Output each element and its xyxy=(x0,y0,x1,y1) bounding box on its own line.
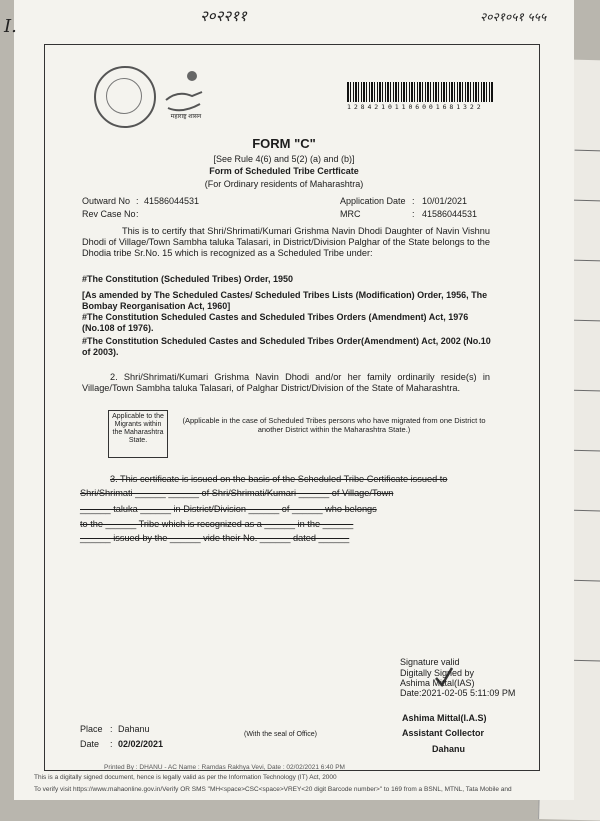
date-value: 02/02/2021 xyxy=(118,739,164,749)
paragraph-3-line-4: to the ______ Tribe which is recognized as a ______ in the ______ xyxy=(80,519,354,529)
amendment-2002: #The Constitution Scheduled Castes and Scheduled Tribes Order(Amendment) Act, 2002 (No.10 of 2003). xyxy=(82,336,491,357)
certificate-subtitle: Form of Scheduled Tribe Certficate xyxy=(209,166,359,176)
office-name: Dahanu xyxy=(432,744,466,754)
revcase-value: : xyxy=(136,209,139,219)
signature-date: Date:2021-02-05 5:11:09 PM xyxy=(400,688,516,698)
barcode xyxy=(347,82,493,102)
certificate-sheet: I. २०२२११ २०२१०५१ ५५५ महाराष्ट्र शासन 1 2 8 4 2 1 0 1 1 0 6 0 0 1 6 8 1 3 2 2 FORM "C" [See Rule 4(6) and 5(2) (a) and (b)] Form of Scheduled Tribe Certficate (For Ordinary residents of Maharashtra) Outward No : 41586044531 Rev Case No : Application Date : 10/01/2021 MRC : 41586044531 This is to certify that Shri/Shrimati/Kumari Grishma Navin Dhodi Daughter of Navin Vishnu Dhodi of Village/Town Sambha taluka Talasari, in District/Division Palghar of the State belongs to the Dhodia tribe Sr.No. 15 which is recognized as a Scheduled Tribe under: #The Constitution (Scheduled Tribes) Order, 1950 [As amended by The Scheduled Castes/ Scheduled Tribes Lists (Modification) Order, 1956, The Bombay Reorganisation Act, 1960] #The Constitution Scheduled Castes and Scheduled Tribes Orders (Amendment) Act, 1976 (No.108 of 1976). #The Constitution Scheduled Castes and Scheduled Tribes Order(Amendment) Act, 2002 (No.10 of 2003). 2. Shri/Shrimati/Kumari Grishma Navin Dhodi and/or her family ordinarily reside(s) in Village/Town Sambha taluka Talasari, of Palghar District/Division of the State of Maharashtra. Applicable to the Migrants within the Maharashtra State. (Applicable in the case of Scheduled Tribes persons who have migrated from one District to another District within the Maharashtra State.) 3. This certificate is issued on the basis of the Scheduled Tribe Certificate issued to Shri/Shrimati ______ ______ of Shri/Shrimati/Kumari ______ of Village/Town ______ taluka ______ in District/Division ______ of ______ who belongs to the ______ Tribe which is recognized as a ______ in the ______ ______ issued by the ______ vide their No. ______ dated ______ Signature valid Digitally Signed by Ashima Mittal(IAS) Date:2021-02-05 5:11:09 PM Place : Dahanu Date : 02/02/2021 (With the seal of Office) Ashima Mittal(I.A.S) Assistant Collector Dahanu Printed By : DHANU - AC Name : Ramdas Rakhya Vevi, Date : 02/02/2021 6:40 PM This is a digitally signed document, hence is legally valid as per the Information Technology (IT) Act, 2000 To verify visit https://www.mahaonline.gov.in/Verify OR SMS "MH<space>CSC<space>VREY<20 digit Barcode number>" to 169 from a BSNL, MTNL, Tata Mobile and xyxy=(14,0,574,800)
officer-name: Ashima Mittal(I.A.S) xyxy=(402,713,487,723)
handwritten-note: २०२१०५१ ५५५ xyxy=(480,10,547,24)
legal-notice: This is a digitally signed document, hence is legally valid as per the Information Technology (IT) Act, 2000 xyxy=(34,774,337,781)
revcase-label: Rev Case No xyxy=(82,209,136,219)
barcode-number: 1 2 8 4 2 1 0 1 1 0 6 0 0 1 6 8 1 3 2 2 xyxy=(347,103,481,111)
handwritten-mark: I. xyxy=(4,16,17,37)
paragraph-3-line-2: Shri/Shrimati ______ ______ of Shri/Shrimati/Kumari ______ of Village/Town xyxy=(80,488,394,498)
amendment-1976: #The Constitution Scheduled Castes and Scheduled Tribes Orders (Amendment) Act, 1976 (No.108 of 1976). xyxy=(82,312,469,333)
migrant-note: (Applicable in the case of Scheduled Tribes persons who have migrated from one District to another District within the Maharashtra State.) xyxy=(182,416,486,434)
signature-valid: Signature valid xyxy=(400,657,460,667)
outward-value: 41586044531 xyxy=(144,196,200,206)
form-title: FORM "C" xyxy=(252,136,316,151)
amendment-1956: [As amended by The Scheduled Castes/ Scheduled Tribes Lists (Modification) Order, 1956, The Bombay Reorganisation Act, 1960] xyxy=(82,290,488,311)
paragraph-3-line-3: ______ taluka ______ in District/Division ______ of ______ who belongs xyxy=(80,504,377,514)
seal-note: (With the seal of Office) xyxy=(244,731,318,738)
application-date-value: 10/01/2021 xyxy=(422,196,468,206)
paragraph-3-line-5: ______ issued by the ______ vide their No. ______ dated ______ xyxy=(80,533,350,543)
government-emblem-icon xyxy=(94,66,156,128)
place-label: Place xyxy=(80,724,103,734)
outward-label: Outward No xyxy=(82,196,131,206)
verify-notice: To verify visit https://www.mahaonline.gov.in/Verify OR SMS "MH<space>CSC<space>VREY<20 digit Barcode number>" to 169 from a BSNL, MTNL, Tata Mobile and xyxy=(34,786,512,793)
printed-by: Printed By : DHANU - AC Name : Ramdas Rakhya Vevi, Date : 02/02/2021 6:40 PM xyxy=(104,764,345,771)
certificate-paragraph-2: 2. Shri/Shrimati/Kumari Grishma Navin Dhodi and/or her family ordinarily reside(s) in Village/Town Sambha taluka Talasari, of Palghar District/Division of the State of Maharashtra. xyxy=(82,372,490,393)
signer-name: Ashima Mittal(IAS) xyxy=(400,678,475,688)
place-value: Dahanu xyxy=(118,724,150,734)
date-label: Date xyxy=(80,739,100,749)
mrc-label: MRC xyxy=(340,209,361,219)
signed-by: Digitally Signed by xyxy=(400,668,475,678)
constitution-order-1950: #The Constitution (Scheduled Tribes) Order, 1950 xyxy=(82,274,294,284)
certificate-paragraph-1: This is to certify that Shri/Shrimati/Kumari Grishma Navin Dhodi Daughter of Navin Vishnu Dhodi of Village/Town Sambha taluka Talasari, in District/Division Palghar of the State belongs to the Dhodia tribe Sr.No. 15 which is recognized as a Scheduled Tribe under: xyxy=(82,226,490,258)
application-date-label: Application Date xyxy=(340,196,406,206)
migrant-box: Applicable to the Migrants within the Maharashtra State. xyxy=(108,410,168,458)
officer-designation: Assistant Collector xyxy=(402,728,485,738)
rule-reference: [See Rule 4(6) and 5(2) (a) and (b)] xyxy=(213,154,355,164)
logo-caption: महाराष्ट्र शासन xyxy=(170,114,202,120)
residents-note: (For Ordinary residents of Maharashtra) xyxy=(204,179,364,189)
handwritten-number: २०२२११ xyxy=(200,7,247,25)
paragraph-3-line-1: 3. This certificate is issued on the basis of the Scheduled Tribe Certificate issued to xyxy=(110,474,448,484)
mrc-value: 41586044531 xyxy=(422,209,478,219)
